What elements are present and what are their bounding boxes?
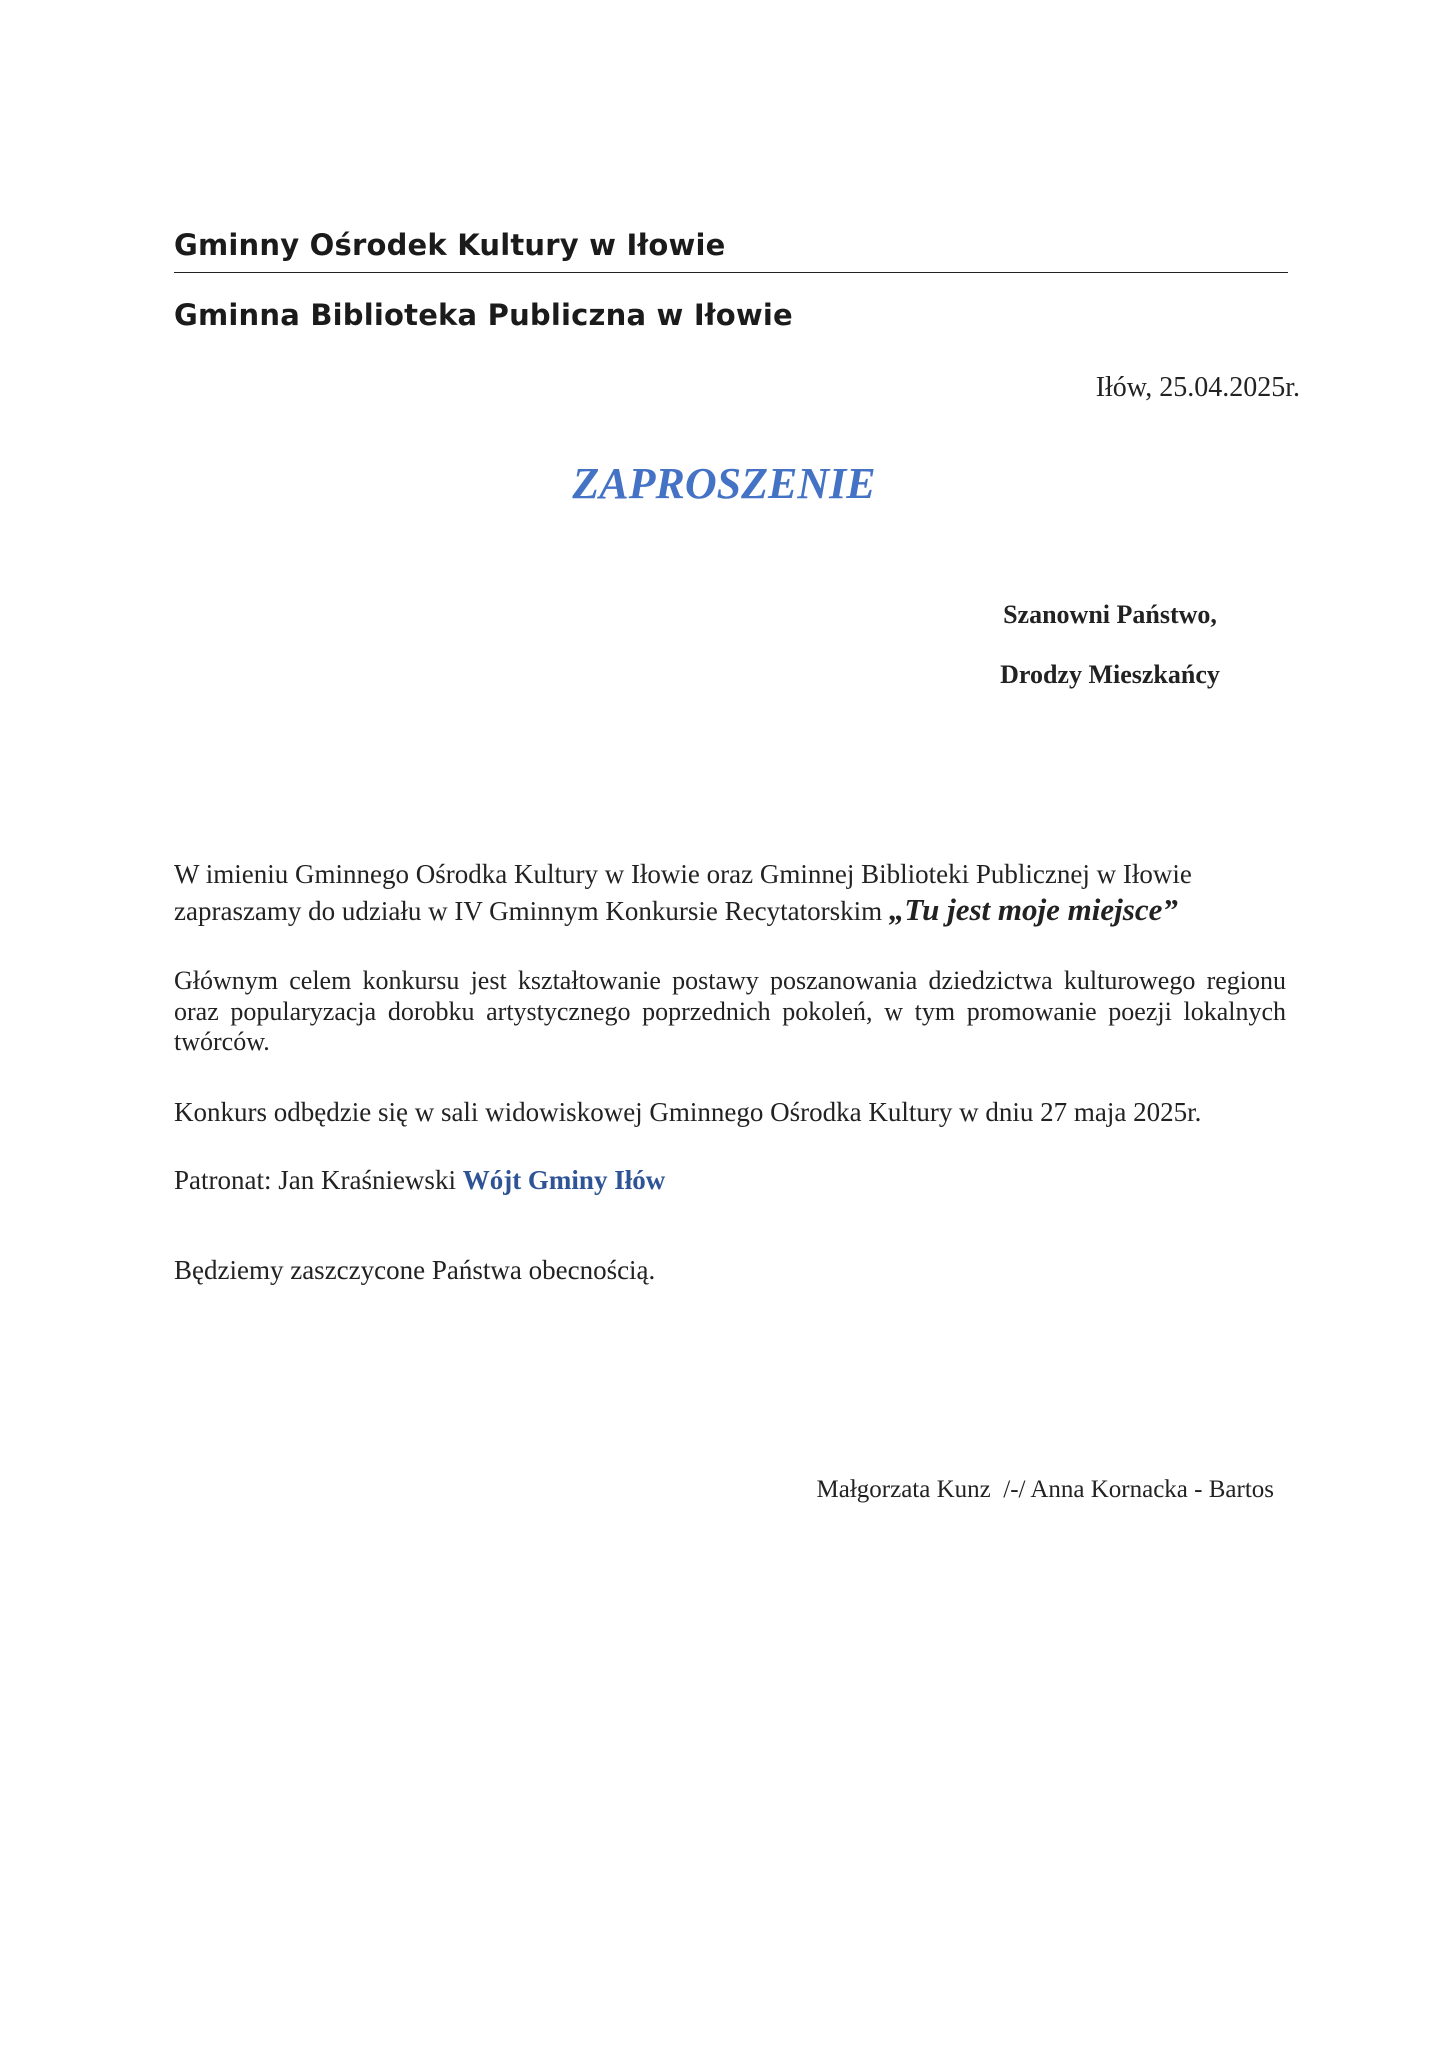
contest-title: „Tu jest moje miejsce” [888,891,1178,927]
invitation-paragraph [174,858,1286,929]
organization-name: Gminny Ośrodek Kultury w Iłowie [174,228,726,262]
library-name: Gminna Biblioteka Publiczna w Iłowie [174,298,793,332]
patronage-text: Patronat: Jan Kraśniewski [174,1165,463,1195]
signature: Małgorzata Kunz /-/ Anna Kornacka - Bartos [816,1476,1274,1503]
greeting-line-1: Szanowni Państwo, [1003,600,1217,629]
greeting-line-2: Drodzy Mieszkańcy [1000,660,1220,689]
header-divider [174,272,1288,273]
patron-role: Wójt Gminy Iłów [462,1165,666,1195]
patronage-paragraph [174,1164,1286,1197]
invitation-text: W imieniu Gminnego Ośrodka Kultury w Iłowie oraz Gminnej Biblioteki Publicznej w Iłowie zapraszamy do udziału w IV Gminnym Konkursie Recytatorskim [174,859,1192,926]
closing-paragraph: Będziemy zaszczycone Państwa obecnością. [174,1255,656,1285]
document-date: Iłów, 25.04.2025r. [1095,372,1300,403]
event-details-paragraph: Konkurs odbędzie się w sali widowiskowej Gminnego Ośrodka Kultury w dniu 27 maja 2025r. [174,1097,1202,1127]
goal-paragraph: Głównym celem konkursu jest kształtowanie postawy poszanowania dziedzictwa kulturowego regionu oraz popularyzacja dorobku artystycznego poprzednich pokoleń, w tym promowanie poezji lokalnych twórców. [174,966,1286,1057]
document-title: ZAPROSZENIE [572,459,876,508]
